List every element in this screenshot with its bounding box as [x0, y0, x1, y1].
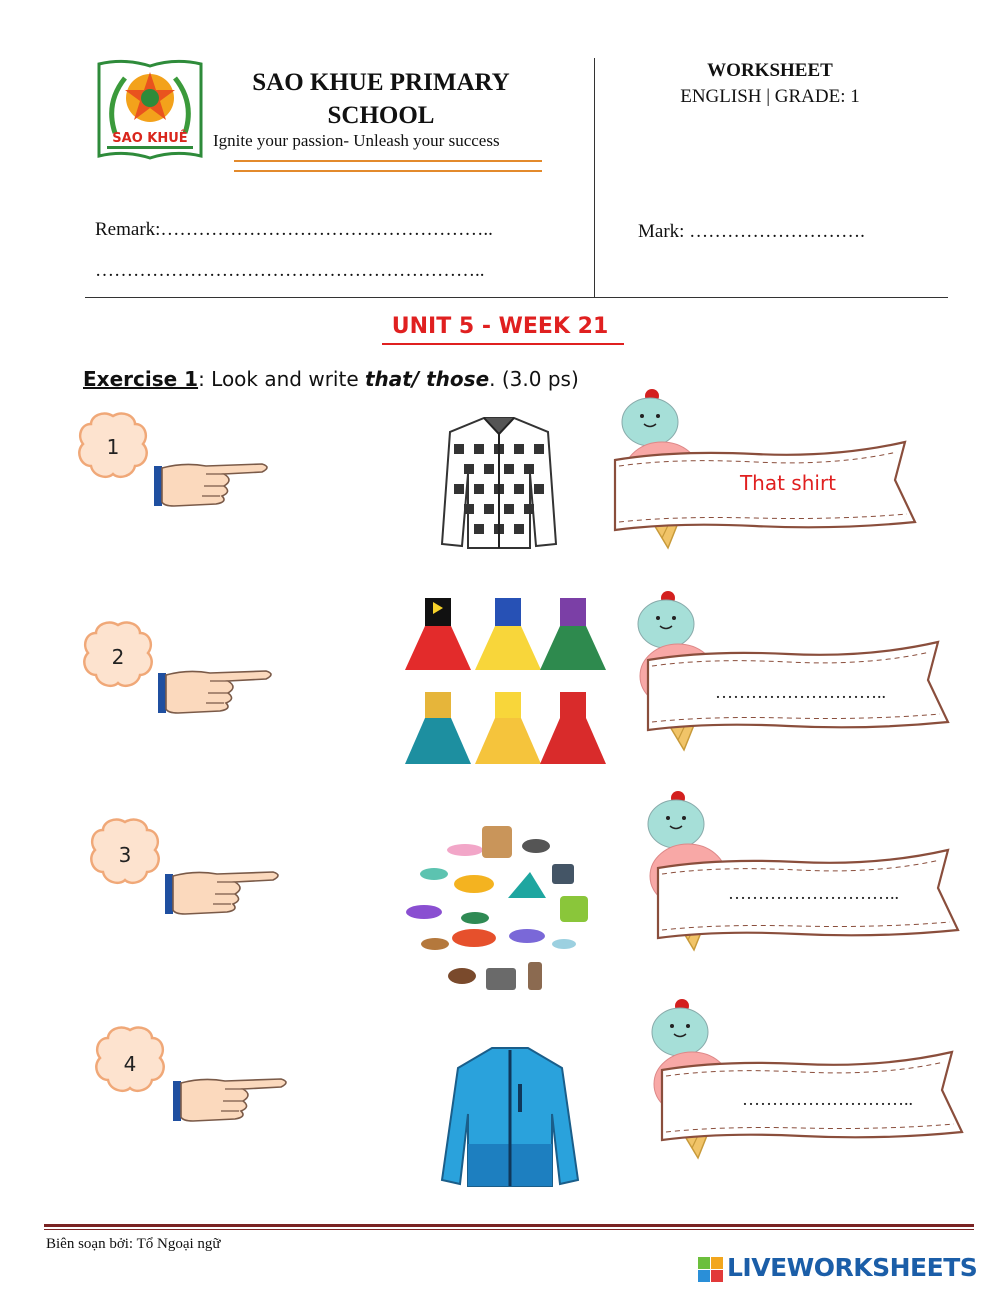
mark-field: Mark: ………………………. — [638, 221, 865, 242]
liveworksheets-logo-icon — [698, 1255, 724, 1285]
school-motto: Ignite your passion- Unleash your success — [213, 131, 500, 150]
answer-blank-2: ……………………….. — [715, 682, 886, 702]
liveworksheets-brand: LIVEWORKSHEETS — [727, 1253, 978, 1282]
pointing-hand-icon — [165, 872, 278, 914]
answer-blank-3: ……………………….. — [728, 883, 899, 903]
school-name-line2: SCHOOL — [327, 102, 435, 129]
item-row-2 — [84, 591, 948, 764]
item-number-2: 2 — [111, 645, 125, 669]
checked-shirt-image — [442, 418, 556, 548]
remark-field: Remark:…………………………………………….. — [95, 219, 493, 240]
answer-blank-4: ……………………….. — [742, 1089, 913, 1109]
unit-title: UNIT 5 - WEEK 21 — [391, 314, 609, 339]
exercise-points: . (3.0 ps) — [489, 367, 579, 391]
exercise-label: Exercise 1 — [83, 367, 199, 391]
pointing-hand-icon — [173, 1079, 286, 1121]
worksheet-title: WORKSHEET — [707, 60, 833, 81]
dresses-image — [405, 598, 606, 764]
footer-rule-thin — [44, 1229, 974, 1230]
footer-credit: Biên soạn bởi: Tổ Ngoại ngữ — [46, 1236, 221, 1252]
item-number-4: 4 — [123, 1052, 137, 1076]
school-name-line1: SAO KHUE PRIMARY — [252, 69, 510, 96]
blue-jacket-image — [442, 1048, 578, 1186]
exercise-text: : Look and write — [198, 367, 365, 391]
exercise-keywords: that/ those — [365, 367, 490, 391]
item-row-1 — [79, 389, 915, 548]
item-row-3 — [91, 791, 958, 990]
item-row-4 — [96, 999, 962, 1186]
logo-text: SAO KHUÊ — [112, 131, 188, 146]
shoes-image — [406, 826, 588, 990]
remark-field-continuation: …………………………………………………….. — [95, 260, 485, 281]
answer-text-1: That shirt — [739, 471, 837, 495]
footer-rule — [44, 1224, 974, 1227]
item-number-1: 1 — [106, 435, 120, 459]
pointing-hand-icon — [158, 671, 271, 713]
pointing-hand-icon — [154, 464, 267, 506]
item-number-3: 3 — [118, 843, 132, 867]
worksheet-subtitle: ENGLISH | GRADE: 1 — [680, 86, 860, 107]
